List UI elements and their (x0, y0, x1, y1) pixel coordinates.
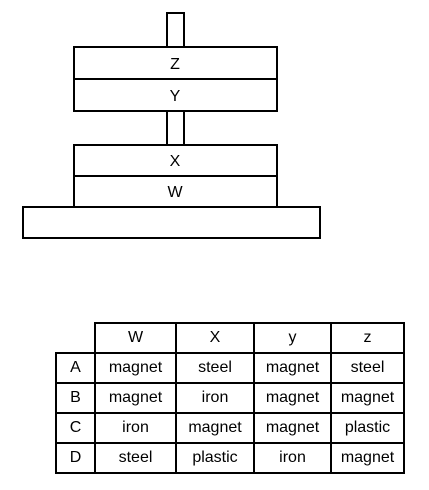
table-row-c (56, 413, 404, 443)
ring-y-label: Y (169, 88, 181, 105)
ring-w-label: W (167, 184, 183, 201)
ring-z-label: Z (170, 56, 180, 73)
table-cell: steel (331, 353, 404, 383)
table-row-d (56, 443, 404, 473)
row-label: B (56, 383, 95, 413)
table-cell: iron (176, 383, 254, 413)
answer-options-table (55, 322, 405, 474)
table-cell: plastic (176, 443, 254, 473)
column-header-w: W (95, 323, 176, 353)
column-header-z: z (331, 323, 404, 353)
table-cell: magnet (254, 413, 331, 443)
table-cell: iron (95, 413, 176, 443)
table-cell: magnet (254, 353, 331, 383)
table-row-b (56, 383, 404, 413)
table-cell: steel (95, 443, 176, 473)
ring-x-label: X (169, 153, 181, 170)
pole-top (167, 13, 184, 47)
table-cell: magnet (254, 383, 331, 413)
column-header-y: y (254, 323, 331, 353)
table-cell: steel (176, 353, 254, 383)
pole-middle (167, 111, 184, 145)
table-cell: magnet (95, 383, 176, 413)
table-corner-cell (56, 323, 95, 353)
table-row-a (56, 353, 404, 383)
row-label: A (56, 353, 95, 383)
column-header-x: X (176, 323, 254, 353)
table-header-row (56, 323, 404, 353)
base-platform (23, 207, 320, 238)
table-cell: plastic (331, 413, 404, 443)
table-cell: magnet (331, 443, 404, 473)
table-cell: magnet (176, 413, 254, 443)
table-cell: magnet (331, 383, 404, 413)
row-label: D (56, 443, 95, 473)
row-label: C (56, 413, 95, 443)
table-cell: magnet (95, 353, 176, 383)
table-cell: iron (254, 443, 331, 473)
